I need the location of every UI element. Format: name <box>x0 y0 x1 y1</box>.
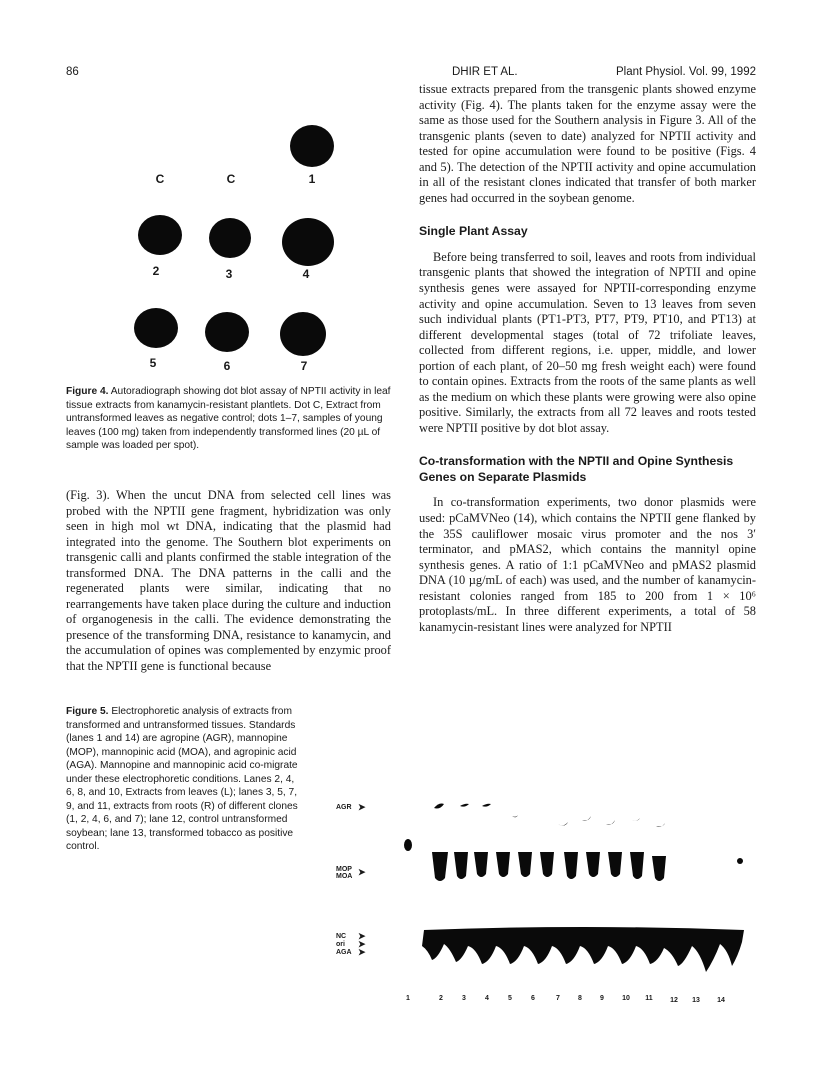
lane-1-spot <box>404 839 412 851</box>
mop-label: MOP <box>336 866 352 873</box>
lane-number: 2 <box>439 995 443 1002</box>
lane-14-spot <box>737 858 743 864</box>
agr-band <box>606 820 615 825</box>
lane-number: 5 <box>508 995 512 1002</box>
mop-band <box>652 856 666 881</box>
mop-band <box>454 852 468 879</box>
lane-number: 13 <box>692 997 700 1004</box>
section-heading: Single Plant Assay <box>419 224 528 239</box>
agr-band <box>482 804 491 807</box>
body-paragraph: Before being transferred to soil, leaves and roots from individual transgenic plants that showed the integration of NPTII and opine synthesis genes were assayed for NPTII-corresponding enzyme activity and opine accumulation. Seven to 13 leaves from seven such individual plants (PT1-PT3, PT7, PT9, PT10, and PT13) at different developmental stages (total of 72 trifoliate leaves, collected from different regions, i.e. upper, middle, and lower portion of each plant, of 20–50 mg fresh weight each) were found to contain opines. Extracts from the roots of the same plants as well as the medium on which these plants were growing were also opine positive. Similarly, the extracts from all 72 leaves and roots tested were NPTII positive by dot blot assay. <box>419 249 756 435</box>
agr-band <box>632 818 640 821</box>
body-paragraph: In co-transformation experiments, two donor plasmids were used: pCaMVNeo (14), which contains the NPTII gene flanked by the 35S cauliflower mosaic virus promoter and the nos 3′ terminator, and pMAS2, which contains the mannityl opine synthesis genes. A ratio of 1:1 pCaMVNeo and pMAS2 plasmid DNA (10 µg/mL of each) was used, and the number of kanamycin-resistant colonies ranged from 185 to 200 from 1 × 10⁶ protoplasts/mL. In three different experiments, a total of 58 kanamycin-resistant lines were analyzed for NPTII <box>419 495 756 634</box>
gel-bands <box>336 780 756 990</box>
lane-number: 3 <box>462 995 466 1002</box>
lane-number: 11 <box>645 995 653 1002</box>
dot-label: 7 <box>300 359 308 373</box>
agr-band <box>656 823 665 827</box>
caption-text: Autoradiograph showing dot blot assay of NPTII activity in leaf tissue extracts from kanamycin-resistant plantlets. Dot C, Extract from untransformed leaves as negative control; dots 1–7, samples of young leaves (100 mg) taken from independently transformed lines (20 µL of sample was loaded per spot). <box>66 386 391 451</box>
aga-label: AGA <box>336 949 352 956</box>
figure-5-electrophoresis-gel <box>336 780 756 1010</box>
right-column <box>419 82 756 635</box>
lane-number: 1 <box>406 995 410 1002</box>
blot-dot-3 <box>209 218 251 258</box>
dot-label: 6 <box>223 359 231 373</box>
lane-number: 4 <box>485 995 489 1002</box>
nc-arrow-icon: ➤ <box>358 931 366 941</box>
page-number: 86 <box>66 66 79 78</box>
lane-number: 12 <box>670 997 678 1004</box>
mop-band <box>630 852 644 879</box>
agr-band <box>434 804 444 809</box>
nc-label: NC <box>336 933 347 940</box>
mop-band <box>518 852 532 877</box>
blot-dot-1 <box>290 125 334 167</box>
blot-dot-7 <box>280 312 326 356</box>
mop-band <box>432 852 448 881</box>
agr-band <box>558 822 568 826</box>
mop-band <box>496 852 510 877</box>
lane-number: 6 <box>531 995 535 1002</box>
dot-label: 3 <box>225 267 233 281</box>
running-authors: DHIR ET AL. <box>452 66 518 78</box>
caption-text: Electrophoretic analysis of extracts from transformed and untransformed tissues. Standards (lanes 1 and 14) are agropine (AGR), mannopine (MOP), mannopinic acid (MOA), and agropinic acid (AGA). Mannopine and mannopinic acid co-migrate under these electrophoretic conditions. Lanes 2, 4, 6, 8, and 10, Extracts from leaves (L); lanes 3, 5, 7, 9, and 11, extracts from roots (R) of different clones (1, 2, 4, 6, and 7); lane 12, control untransformed soybean; lane 13, transformed tobacco as positive control. <box>66 706 298 852</box>
figure-4-caption <box>66 385 391 453</box>
agr-band <box>460 804 469 807</box>
dot-label: C <box>155 172 165 186</box>
moa-label: MOA <box>336 873 353 880</box>
mop-band <box>474 852 488 877</box>
left-column-body <box>66 488 391 675</box>
dot-label: 5 <box>149 356 157 370</box>
mop-band <box>586 852 600 877</box>
dot-label: 4 <box>302 267 310 281</box>
lane-number: 9 <box>600 995 604 1002</box>
blot-dot-2 <box>138 215 182 255</box>
agr-band <box>512 815 518 817</box>
caption-label: Figure 5. <box>66 706 109 717</box>
aga-arrow-icon: ➤ <box>358 947 366 957</box>
mop-band <box>540 852 554 877</box>
ori-arrow-icon: ➤ <box>358 939 366 949</box>
mop-band <box>564 852 578 879</box>
journal-citation: Plant Physiol. Vol. 99, 1992 <box>615 66 756 78</box>
blot-dot-5 <box>134 308 178 348</box>
ori-label: ori <box>336 941 345 948</box>
dot-label: C <box>226 172 236 186</box>
figure-5-caption <box>66 705 298 854</box>
body-paragraph: (Fig. 3). When the uncut DNA from selected cell lines was probed with the NPTII gene fragment, hybridization was only seen in high mol wt DNA, indicating that the plasmid had integrated into the genome. The Southern blot experiments on transgenic calli and plants confirmed the stable integration of the transformed DNA. The DNA patterns in the calli and the regenerated plants were similar, indicating that no rearrangements have taken place during the culture and induction of organogenesis in the calli. The evidence demonstrating the presence of the transforming DNA, resistance to kanamycin, and the accumulation of opines was complemented by enzymic proof that the NPTII gene is functional because <box>66 488 391 674</box>
lane-number: 8 <box>578 995 582 1002</box>
mop-band <box>608 852 622 877</box>
caption-label: Figure 4. <box>66 386 109 397</box>
running-header <box>66 66 756 82</box>
lane-number: 10 <box>622 995 630 1002</box>
agr-arrow-icon: ➤ <box>358 802 366 812</box>
section-heading: Co-transformation with the NPTII and Opine Synthesis Genes on Separate Plasmids <box>419 454 734 484</box>
dot-label: 1 <box>308 172 316 186</box>
lane-number: 7 <box>556 995 560 1002</box>
dot-label: 2 <box>152 264 160 278</box>
agr-label: AGR <box>336 804 352 811</box>
blot-dot-6 <box>205 312 249 352</box>
agr-band <box>582 816 591 821</box>
blot-dot-4 <box>282 218 334 266</box>
lane-number: 14 <box>717 997 725 1004</box>
aga-band <box>422 927 744 972</box>
body-paragraph: tissue extracts prepared from the transgenic plants showed enzyme activity (Fig. 4). The plants taken for the enzyme assay were the same as those used for the Southern analysis in Figure 3. All of the transgenic plants (seven to date) analyzed for NPTII activity and tested for opine accumulation were found to be positive (Figs. 4 and 5). The detection of the NPTII activity and opine accumulation in all of the resistant clones indicated that transfer of both marker genes had occurred in the soybean genome. <box>419 82 756 205</box>
mop-arrow-icon: ➤ <box>358 867 366 877</box>
